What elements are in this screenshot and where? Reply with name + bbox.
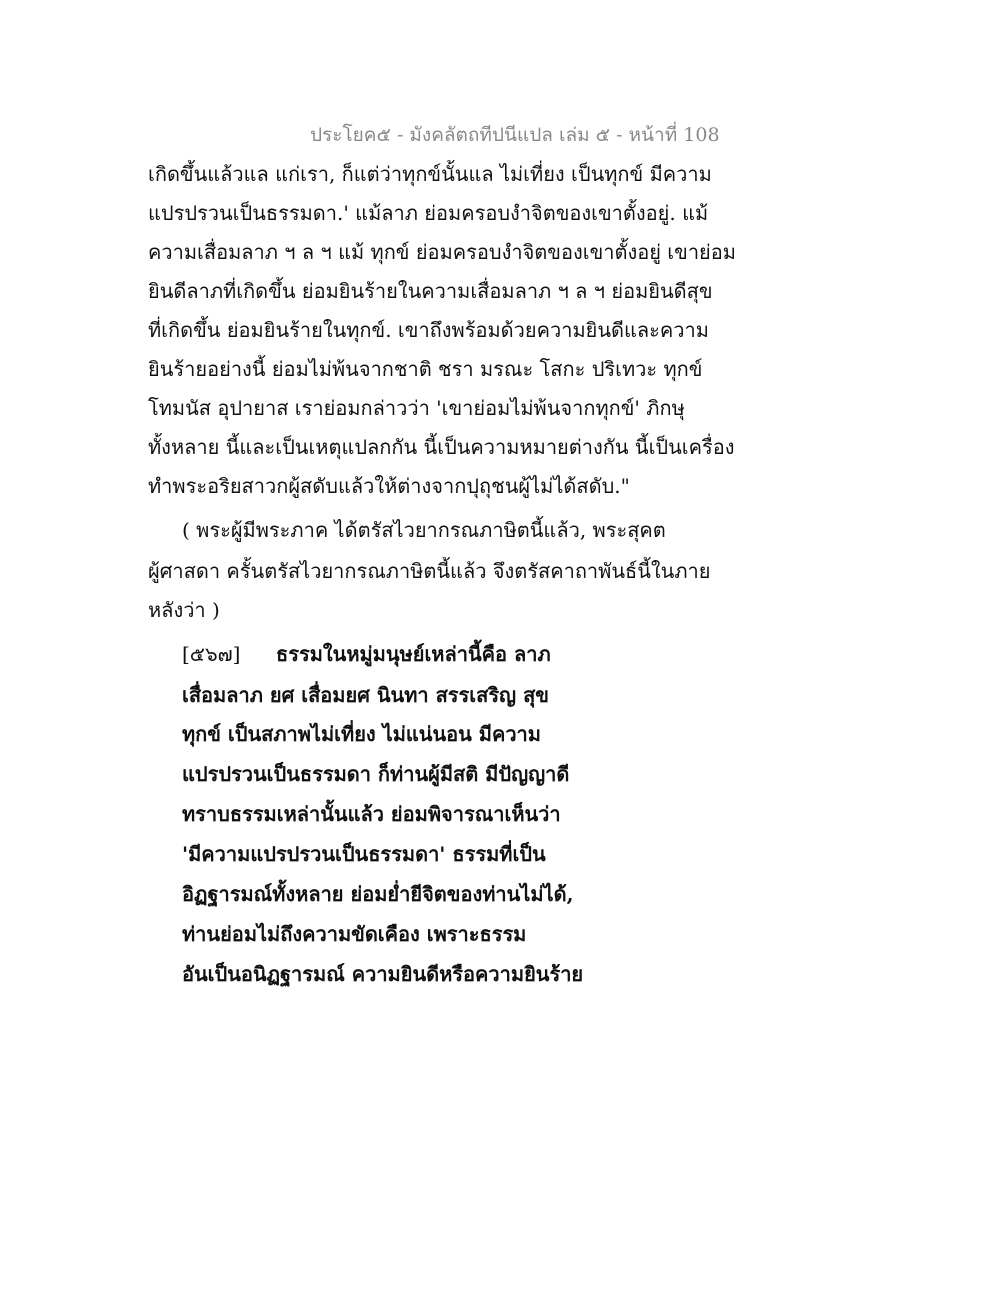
body-line: โทมนัส อุปายาส เราย่อมกล่าวว่า 'เขาย่อมไม่พ้นจากทุกข์' ภิกษุ — [148, 396, 685, 420]
verse-line: เสื่อมลาภ ยศ เสื่อมยศ นินทา สรรเสริญ สุข — [182, 683, 549, 707]
verse-line: ท่านย่อมไม่ถึงความขัดเคือง เพราะธรรม — [182, 922, 527, 946]
verse-line: ทราบธรรมเหล่านั้นแล้ว ย่อมพิจารณาเห็นว่า — [182, 802, 561, 826]
intro-line: ผู้ศาสดา ครั้นตรัสไวยากรณภาษิตนี้แล้ว จึงตรัสคาถาพันธ์นี้ในภาย — [148, 559, 711, 583]
body-line: ยินร้ายอย่างนี้ ย่อมไม่พ้นจากชาติ ชรา มรณะ โสกะ ปริเทวะ ทุกข์ — [148, 357, 703, 381]
body-line: ทำพระอริยสาวกผู้สดับแล้วให้ต่างจากปุถุชนผู้ไม่ได้สดับ." — [148, 474, 630, 498]
body-line: ยินดีลาภที่เกิดขึ้น ย่อมยินร้ายในความเสื่อมลาภ ฯ ล ฯ ย่อมยินดีสุข — [148, 279, 713, 303]
page-header: ประโยค๕ - มังคลัตถทีปนีแปล เล่ม ๕ - หน้าที่ 108 — [310, 124, 720, 146]
verse-line: แปรปรวนเป็นธรรมดา ก็ท่านผู้มีสติ มีปัญญาดี — [182, 762, 570, 786]
verse-line: ธรรมในหมู่มนุษย์เหล่านี้คือ ลาภ — [276, 642, 551, 666]
body-line: ที่เกิดขึ้น ย่อมยินร้ายในทุกข์. เขาถึงพร้อมด้วยความยินดีและความ — [148, 318, 709, 342]
body-line: ความเสื่อมลาภ ฯ ล ฯ แม้ ทุกข์ ย่อมครอบงำจิตของเขาตั้งอยู่ เขาย่อม — [148, 240, 736, 264]
verse-line: 'มีความแปรปรวนเป็นธรรมดา' ธรรมที่เป็น — [182, 842, 546, 866]
verse-number: [๕๖๗] — [182, 642, 241, 666]
verse-line: ทุกข์ เป็นสภาพไม่เที่ยง ไม่แน่นอน มีความ — [182, 722, 541, 746]
body-line: ทั้งหลาย นี้และเป็นเหตุแปลกกัน นี้เป็นความหมายต่างกัน นี้เป็นเครื่อง — [148, 435, 735, 459]
intro-line: หลังว่า ) — [148, 598, 220, 622]
verse-line: อิฏฐารมณ์ทั้งหลาย ย่อมย่ำยีจิตของท่านไม่ได้, — [182, 882, 574, 906]
body-line: แปรปรวนเป็นธรรมดา.' แม้ลาภ ย่อมครอบงำจิตของเขาตั้งอยู่. แม้ — [148, 201, 709, 225]
verse-line: อันเป็นอนิฏฐารมณ์ ความยินดีหรือความยินร้าย — [182, 962, 584, 986]
intro-line: ( พระผู้มีพระภาค ได้ตรัสไวยากรณภาษิตนี้แล้ว, พระสุคต — [182, 518, 666, 542]
body-line: เกิดขึ้นแล้วแล แก่เรา, ก็แต่ว่าทุกข์นั้นแล ไม่เที่ยง เป็นทุกข์ มีความ — [148, 162, 712, 186]
